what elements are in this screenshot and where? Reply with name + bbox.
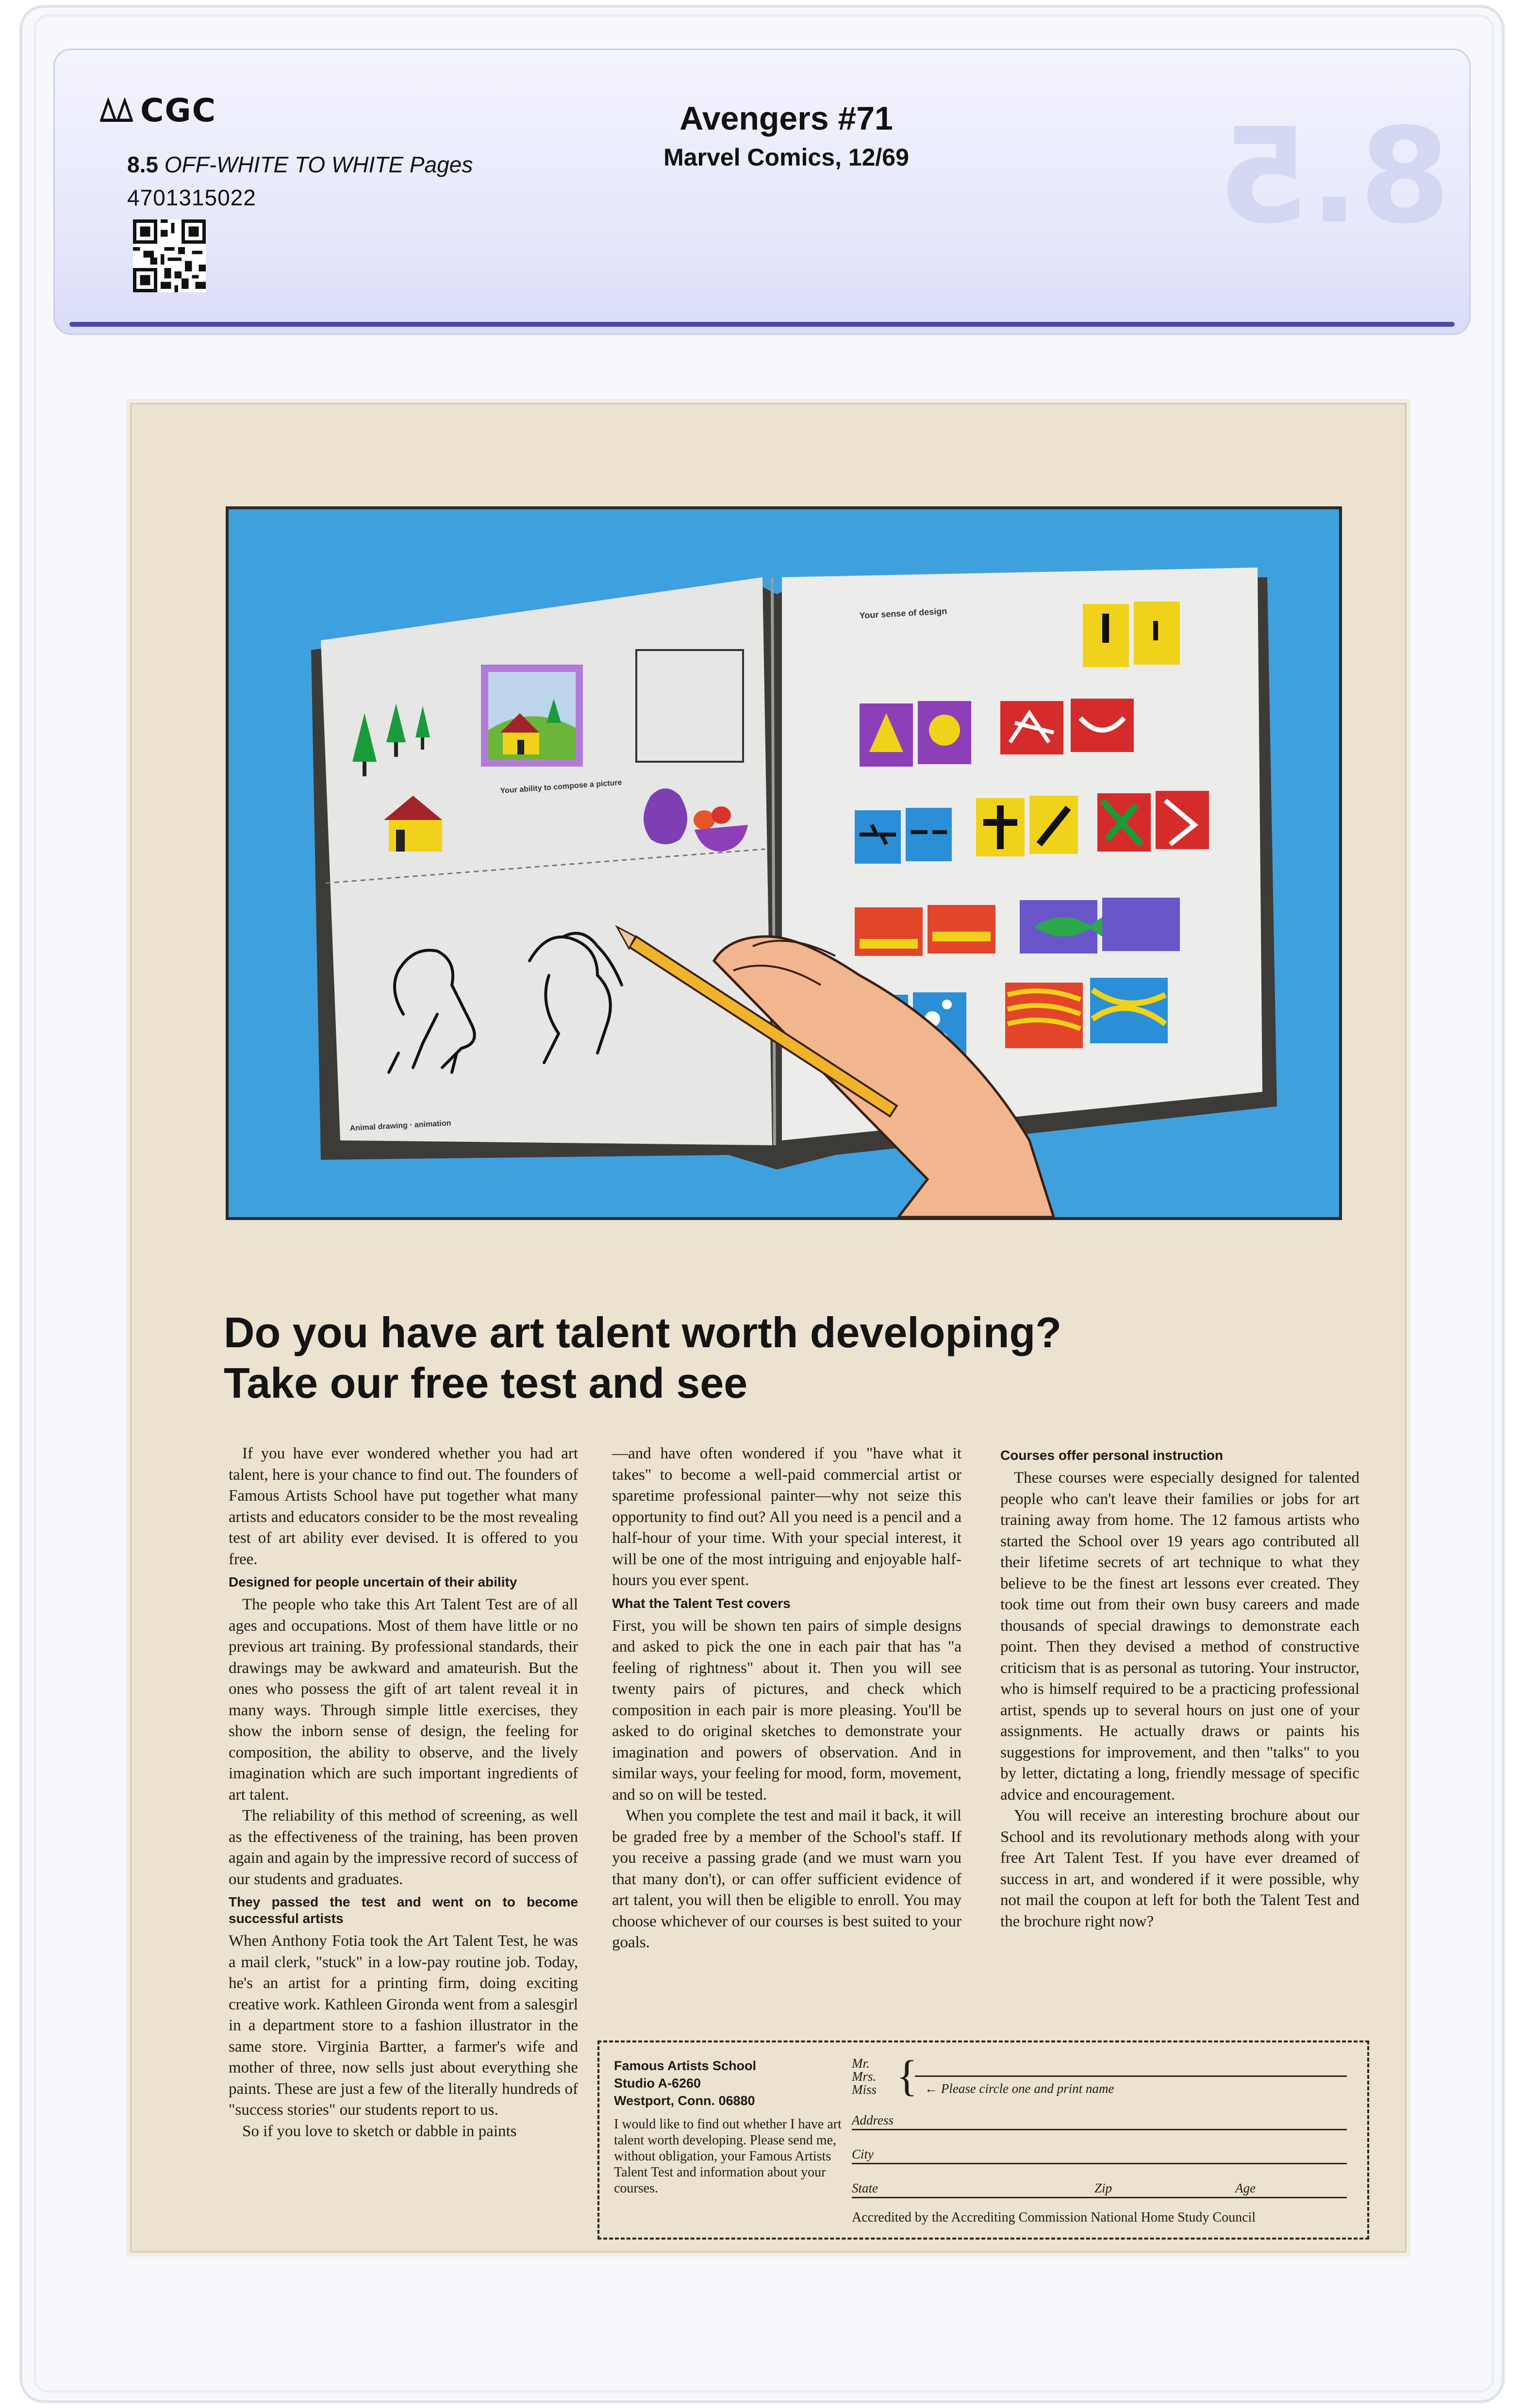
label-divider (69, 322, 1455, 327)
col3-paragraph: These courses were especially designed for talented people who can't leave their families or jobs for art training away from home. The 12 famous artists who started the School over 19 years ago contributed all their lifetime secrets of art technique to what they believe to be the finest art lessons ever created. They took time out from their own busy careers and made thousands of special drawings to demonstrate each point. Then they devised a method of constructive criticism that is as personal as tutoring. Your instructor, who is himself required to be a practicing professional artist, spends up to several hours on just one of your assignments. He actually draws or paints his suggestions for improvement, and then "talks" to you by letter, dictating a long, friendly message of specific advice and encouragement. (1000, 1469, 1359, 1804)
col2-paragraph: When you complete the test and mail it back, it will be graded free by a member of the School's staff. If you receive a passing grade (and we must warn you that many don't), or can offer sufficient evidence of art talent, you will then be eligible to enroll. You may choose whichever of our courses is best suited to your goals. (612, 1807, 961, 1951)
age-label: Age (1235, 2181, 1259, 2196)
grade-value: 8.5 (127, 152, 158, 177)
right-heading: Your sense of design (859, 606, 947, 620)
address-label: Address (852, 2113, 896, 2128)
city-field[interactable] (852, 2144, 1347, 2164)
order-coupon[interactable] (597, 2040, 1369, 2240)
left-caption-2: Animal drawing · animation (349, 1119, 451, 1133)
address-field[interactable] (852, 2110, 1347, 2130)
publisher-date: Marvel Comics, 12/69 (663, 144, 909, 171)
brace-icon: { (896, 2052, 918, 2100)
comic-back-cover (130, 403, 1407, 2253)
ad-column-2 (612, 1443, 961, 1954)
col1-paragraph: If you have ever wondered whether you had art talent, here is your chance to find out. The founders of Famous Artists School have put together what many artists and educators consider to be the most revealing test of art ability ever devised. It is offered to you free. (229, 1445, 578, 1568)
headline-line-1: Do you have art talent worth developing? (224, 1308, 1061, 1356)
cgc-seal-icon (99, 98, 133, 123)
comic-title: Avengers #71 (679, 100, 893, 137)
accreditation-note: Accredited by the Accrediting Commission National Home Study Council (852, 2210, 1256, 2225)
coupon-body: I would like to find out whether I have art talent worth developing. Please send me, without obligation, your Famous Artists Talent Test and information about your courses. (614, 2117, 842, 2196)
col1-paragraph: The reliability of this method of screening, as well as the effectiveness of the training, has been proven again and again by the impressive record of success of our students and graduates. (229, 1807, 578, 1888)
coupon-address-block (614, 2057, 842, 2196)
landscape-picture (481, 665, 583, 767)
coupon-studio: Studio A-6260 (614, 2076, 701, 2090)
state-field[interactable] (852, 2178, 1094, 2198)
cert-number: 4701315022 (127, 185, 256, 210)
col1-subhead: They passed the test and went on to become successful artists (229, 1894, 578, 1926)
ad-illustration (226, 506, 1342, 1220)
title-miss[interactable]: Miss (852, 2082, 877, 2097)
col2-subhead: What the Talent Test covers (612, 1595, 791, 1611)
cgc-brand: CGC (140, 91, 217, 129)
page-quality: OFF-WHITE TO WHITE Pages (164, 152, 473, 177)
headline-line-2: Take our free test and see (224, 1359, 748, 1407)
open-book-illustration (229, 509, 1339, 1217)
col1-paragraph: When Anthony Fotia took the Art Talent Test, he was a mail clerk, "stuck" in a low-pay routine job. Today, he's an artist for a printing firm, doing exciting creative work. Kathleen Gironda went from a salesgirl in a department store to a fashion illustrator in the same store. Virginia Bartter, a farmer's wife and mother of three, now sells just about everything she paints. These are just a few of the literally hundreds of "success stories" our students report to us. (229, 1932, 578, 2119)
col2-paragraph: First, you will be shown ten pairs of simple designs and asked to pick the one in each pair that has "a feeling of rightness" about it. Then you will see twenty pairs of pictures, and check which composition in each pair is more pleasing. You'll be asked to do original sketches to demonstrate your imagination and powers of observation. And in similar ways, your feeling for mood, form, movement, and so on will be tested. (612, 1617, 961, 1804)
ad-headline (224, 1307, 1340, 1408)
zip-label: Zip (1094, 2181, 1115, 2196)
col2-paragraph: —and have often wondered if you "have what it takes" to become a well-paid commercial artist or sparetime professional painter—why not seize this opportunity to find out? All you need is a pencil and a half-hour of your time. With your special interest, it will be one of the most intriguing and enjoyable half-hours you ever spent. (612, 1445, 961, 1589)
circle-note: ← Please circle one and print name (925, 2081, 1114, 2096)
age-field[interactable] (1235, 2178, 1347, 2198)
qr-code[interactable] (133, 219, 206, 292)
title-mrs[interactable]: Mrs. (852, 2069, 877, 2084)
col1-subhead: Designed for people uncertain of their ability (229, 1574, 517, 1589)
col3-subhead: Courses offer personal instruction (1000, 1448, 1223, 1463)
ad-column-1 (229, 1443, 578, 2142)
coupon-address: Westport, Conn. 06880 (614, 2093, 755, 2108)
coupon-school: Famous Artists School (614, 2058, 757, 2073)
name-field[interactable] (915, 2057, 1347, 2077)
title-mr[interactable]: Mr. (852, 2056, 870, 2071)
city-label: City (852, 2147, 877, 2162)
cgc-logo (99, 93, 216, 127)
state-label: State (852, 2181, 881, 2196)
grade-watermark: 8.5 (1218, 100, 1451, 252)
grade-line (127, 151, 473, 178)
title-options (852, 2057, 877, 2096)
left-caption-1: Your ability to compose a picture (500, 778, 622, 795)
col1-paragraph: The people who take this Art Talent Test are of all ages and occupations. Most of them have little or no previous art training. By professional standards, their drawings may be awkward and amateurish. But the ones who possess the gift of art talent reveal it in many ways. Through simple little exercises, they show the inborn sense of design, the feeling for composition, the ability to observe, and the lively imagination which are such important ingredients of art talent. (229, 1596, 578, 1804)
ad-column-3 (1000, 1443, 1359, 1932)
col1-paragraph: So if you love to sketch or dabble in paints (242, 2122, 517, 2140)
col3-paragraph: You will receive an interesting brochure about our School and its revolutionary methods along with your free Art Talent Test. If you have ever dreamed of success in art, and wondered if it were possible, why not mail the coupon at left for both the Talent Test and the brochure right now? (1000, 1807, 1359, 1930)
zip-field[interactable] (1094, 2178, 1235, 2198)
